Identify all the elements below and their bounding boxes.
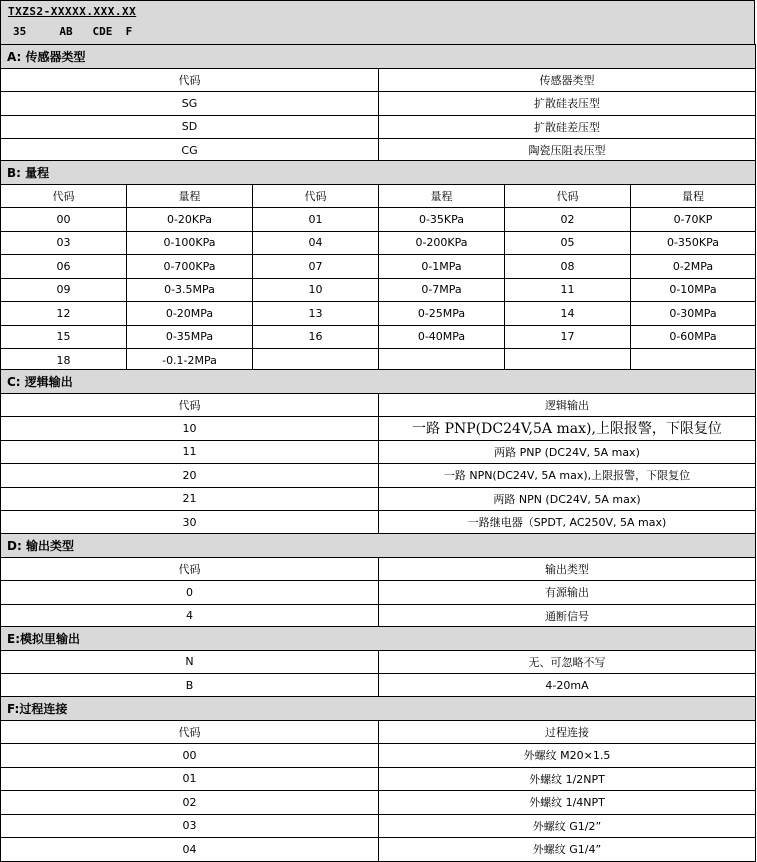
cell-value: 外螺纹 1/2NPT (379, 767, 756, 791)
section-title-b: B: 量程 (1, 161, 756, 185)
cell-code: 14 (505, 302, 631, 326)
cell-value: 一路继电器（SPDT, AC250V, 5A max) (379, 511, 756, 535)
table-row (1, 767, 756, 791)
table-row (1, 115, 756, 139)
table-row (1, 838, 756, 862)
cell-code: 4 (1, 604, 379, 628)
col-header-output-type: 输出类型 (379, 557, 756, 581)
cell-value: 两路 NPN (DC24V, 5A max) (379, 487, 756, 511)
cell-code: 05 (505, 231, 631, 255)
cell-range: 0-35KPa (379, 208, 505, 232)
cell-value: 一路 NPN(DC24V, 5A max),上限报警，下限复位 (379, 464, 756, 488)
col-header-code: 代码 (1, 68, 379, 92)
col-header-range: 量程 (631, 184, 756, 208)
cell-value: 两路 PNP (DC24V, 5A max) (379, 440, 756, 464)
cell-code: 00 (1, 208, 127, 232)
cell-range: 0-3.5MPa (127, 278, 253, 302)
cell-range: 0-700KPa (127, 255, 253, 279)
cell-code: SD (1, 115, 379, 139)
cell-value: 无、可忽略不写 (379, 650, 756, 674)
cell-code: 07 (253, 255, 379, 279)
cell-value: 外螺纹 M20×1.5 (379, 744, 756, 768)
cell-code: 03 (1, 231, 127, 255)
cell-code: 21 (1, 487, 379, 511)
cell-code: 16 (253, 325, 379, 349)
col-header-code: 代码 (1, 393, 379, 417)
subcode-f: F (125, 25, 133, 38)
model-code-header (0, 0, 755, 45)
cell-value: 外螺纹 G1/4” (379, 838, 756, 862)
cell-code: 02 (1, 791, 379, 815)
cell-range: 0-1MPa (379, 255, 505, 279)
cell-value: 扩散硅表压型 (379, 92, 756, 116)
subcode-row (13, 25, 132, 38)
table-row (1, 674, 756, 698)
cell-code: 17 (505, 325, 631, 349)
cell-code: 08 (505, 255, 631, 279)
cell-code: 04 (1, 838, 379, 862)
cell-code: 13 (253, 302, 379, 326)
output-type-table (0, 533, 756, 628)
table-row (1, 255, 756, 279)
col-header-logic-output: 逻辑输出 (379, 393, 756, 417)
cell-range: 0-100KPa (127, 231, 253, 255)
cell-code: 02 (505, 208, 631, 232)
cell-code: 01 (253, 208, 379, 232)
cell-code: 0 (1, 581, 379, 605)
table-row (1, 744, 756, 768)
cell-value: 外螺纹 G1/2” (379, 814, 756, 838)
col-header-code: 代码 (253, 184, 379, 208)
cell-code: N (1, 650, 379, 674)
col-header-process-connection: 过程连接 (379, 720, 756, 744)
cell-range: 0-70KP (631, 208, 756, 232)
cell-code: 20 (1, 464, 379, 488)
cell-value: 4-20mA (379, 674, 756, 698)
col-header-code: 代码 (1, 184, 127, 208)
table-row (1, 464, 756, 488)
table-row (1, 417, 756, 441)
table-row (1, 814, 756, 838)
section-title-e: E:模拟里输出 (1, 627, 756, 651)
sensor-type-table (0, 44, 756, 163)
cell-code: 10 (253, 278, 379, 302)
col-header-range: 量程 (379, 184, 505, 208)
table-row (1, 302, 756, 326)
col-header-sensor-type: 传感器类型 (379, 68, 756, 92)
subcode-cde: CDE (92, 25, 113, 38)
subcode-ab: AB (59, 25, 73, 38)
table-row (1, 325, 756, 349)
cell-value: 有源输出 (379, 581, 756, 605)
table-row (1, 511, 756, 535)
table-row (1, 581, 756, 605)
section-title-f: F:过程连接 (1, 697, 756, 721)
cell-code: 11 (1, 440, 379, 464)
cell-range: 0-20KPa (127, 208, 253, 232)
cell-range: 0-25MPa (379, 302, 505, 326)
col-header-code: 代码 (1, 557, 379, 581)
cell-range: 0-2MPa (631, 255, 756, 279)
col-header-code: 代码 (505, 184, 631, 208)
cell-code: 01 (1, 767, 379, 791)
cell-range: 0-200KPa (379, 231, 505, 255)
cell-code: 06 (1, 255, 127, 279)
table-row (1, 278, 756, 302)
col-header-code: 代码 (1, 720, 379, 744)
cell-code: 10 (1, 417, 379, 441)
col-header-range: 量程 (127, 184, 253, 208)
cell-code: 09 (1, 278, 127, 302)
cell-code: 11 (505, 278, 631, 302)
cell-range: 0-20MPa (127, 302, 253, 326)
cell-value: 通断信号 (379, 604, 756, 628)
cell-code: 00 (1, 744, 379, 768)
table-row (1, 650, 756, 674)
cell-code: 03 (1, 814, 379, 838)
table-row (1, 208, 756, 232)
cell-code: B (1, 674, 379, 698)
cell-value: 外螺纹 1/4NPT (379, 791, 756, 815)
analog-output-table (0, 626, 756, 698)
cell-code: SG (1, 92, 379, 116)
model-code: TXZS2-XXXXX.XXX.XX (8, 5, 137, 18)
section-title-c: C: 逻辑输出 (1, 370, 756, 394)
cell-range: 0-10MPa (631, 278, 756, 302)
cell-code: 15 (1, 325, 127, 349)
cell-code: 12 (1, 302, 127, 326)
table-row (1, 92, 756, 116)
table-row (1, 440, 756, 464)
cell-range: 0-35MPa (127, 325, 253, 349)
cell-code: 04 (253, 231, 379, 255)
cell-value: 陶瓷压阻表压型 (379, 139, 756, 163)
cell-code: 30 (1, 511, 379, 535)
cell-value: 一路 PNP(DC24V,5A max),上限报警，下限复位 (379, 417, 756, 441)
table-row (1, 231, 756, 255)
cell-range: 0-7MPa (379, 278, 505, 302)
table-row (1, 604, 756, 628)
table-row (1, 791, 756, 815)
cell-range: 0-40MPa (379, 325, 505, 349)
process-connection-table (0, 696, 756, 862)
cell-code: CG (1, 139, 379, 163)
section-title-d: D: 输出类型 (1, 534, 756, 558)
cell-value: 扩散硅差压型 (379, 115, 756, 139)
cell-code: 18 (1, 349, 127, 373)
cell-range: 0-30MPa (631, 302, 756, 326)
cell-range: -0.1-2MPa (127, 349, 253, 373)
section-title-a: A: 传感器类型 (1, 45, 756, 69)
subcode-range: 35 (13, 25, 27, 38)
range-table (0, 160, 756, 373)
cell-range: 0-350KPa (631, 231, 756, 255)
cell-range: 0-60MPa (631, 325, 756, 349)
table-row (1, 487, 756, 511)
logic-output-table (0, 369, 756, 535)
table-row (1, 139, 756, 163)
